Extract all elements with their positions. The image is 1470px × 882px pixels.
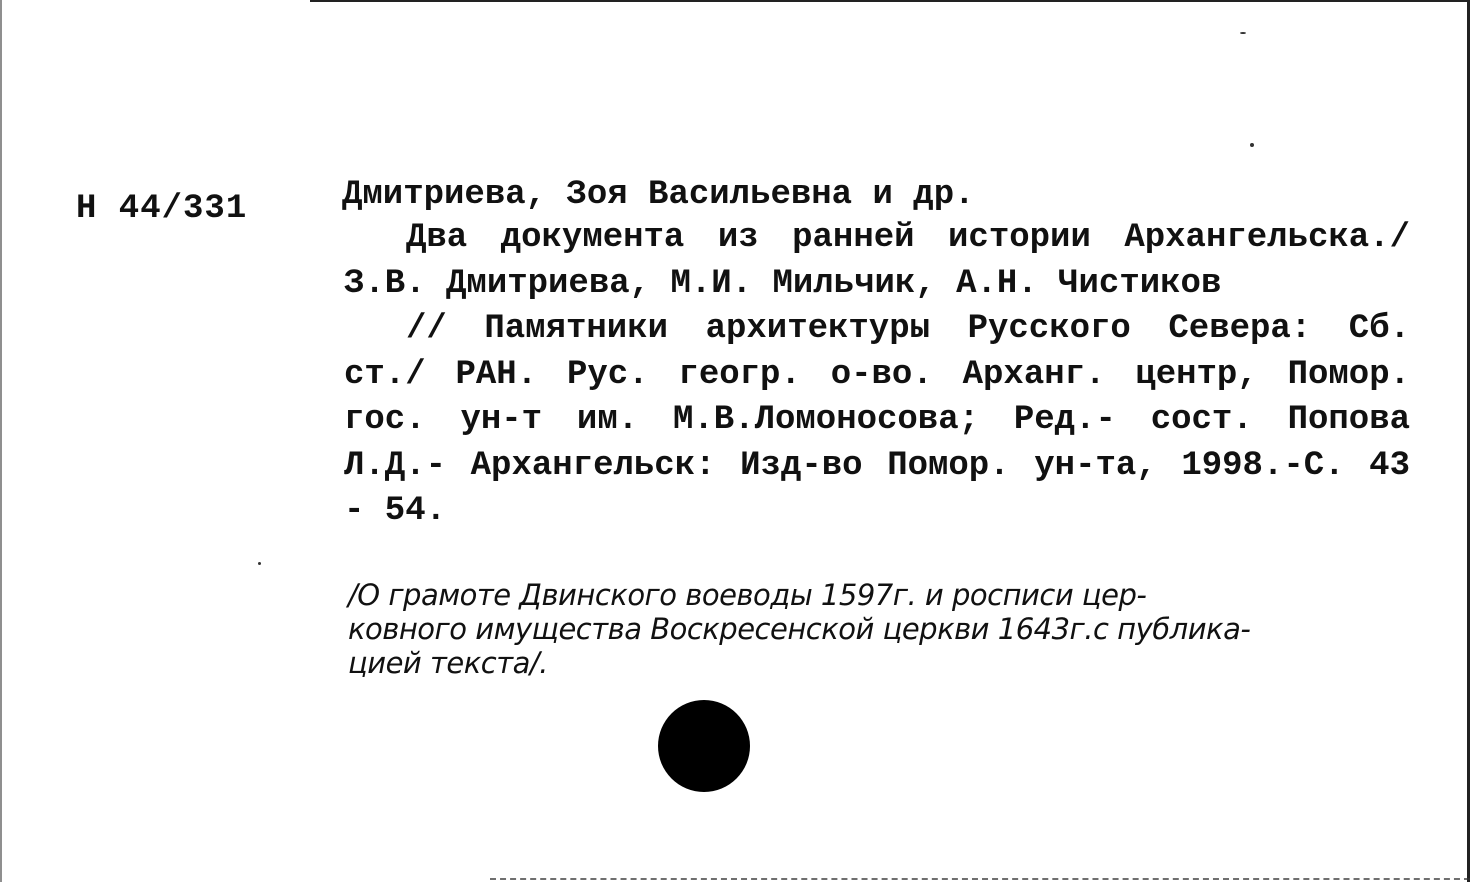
author-heading: Дмитриева, Зоя Васильевна и др. — [342, 176, 975, 214]
card-top-edge — [310, 0, 1470, 2]
handwritten-line: /О грамоте Двинского воеводы 1597г. и росписи цер- — [348, 578, 1147, 612]
scan-speck — [1240, 32, 1246, 34]
scan-speck — [258, 562, 261, 565]
shelfmark: Н 44/331 — [76, 190, 248, 228]
punch-hole — [658, 700, 750, 792]
handwritten-line: ковного имущества Воскресенской церкви 1643г.с публика- — [348, 612, 1251, 646]
handwritten-line: цией текста/. — [348, 646, 548, 680]
handwritten-annotation — [348, 578, 1428, 680]
card-left-edge — [0, 0, 2, 882]
bibliographic-description — [344, 216, 1410, 535]
card-bottom-edge — [490, 878, 1470, 882]
title-statement: Два документа из ранней истории Архангельска./ З.В. Дмитриева, М.И. Мильчик, А.Н. Чистиков — [344, 219, 1410, 303]
scan-speck — [1250, 143, 1254, 147]
source-statement: // Памятники архитектуры Русского Севера: Сб. ст./ РАН. Рус. геогр. о-во. Арханг. центр, Помор. гос. ун-т им. М.В.Ломоносова; Ред.- сост. Попова Л.Д.- Архангельск: Изд-во Помор. ун-та, 1998.-С. 43 - 54. — [344, 310, 1410, 530]
